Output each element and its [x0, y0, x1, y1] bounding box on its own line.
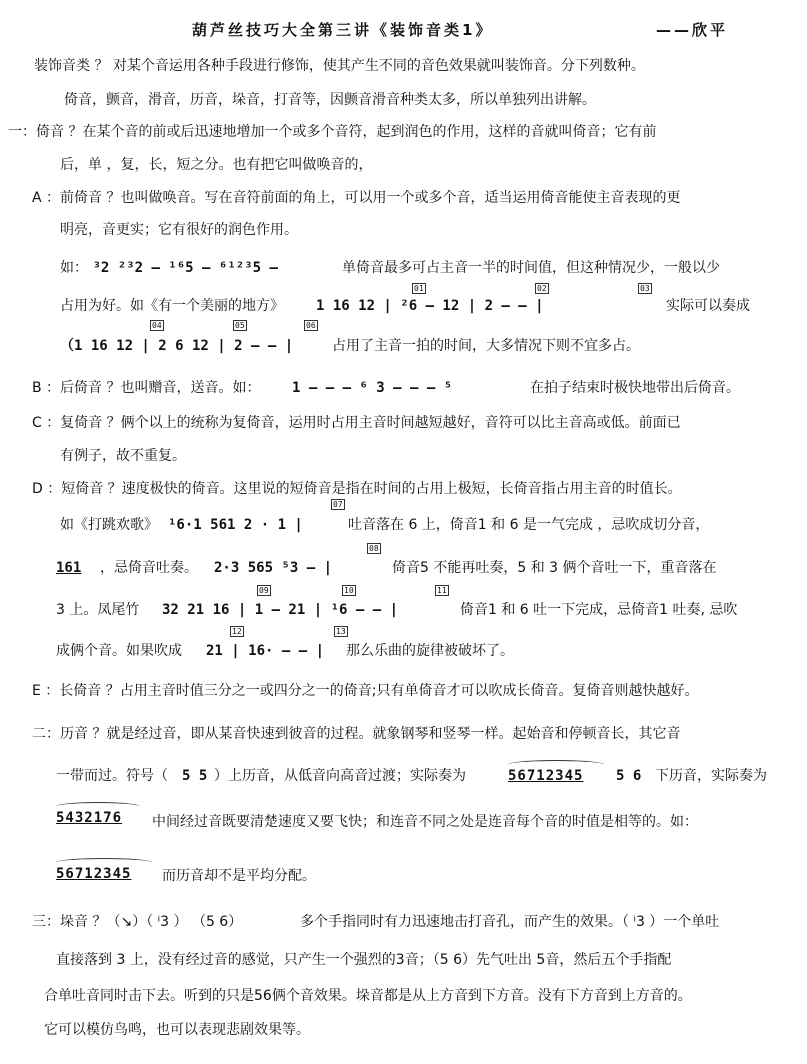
section-2-line-2-text: 一带而过。符号（ — [56, 768, 168, 784]
notation-a-2: 1 16 12 | ²6 – 12 | 2 – – | — [316, 298, 544, 314]
box-10: 10 — [344, 586, 354, 595]
section-a-line-4-text-2: 实际可以奏成 — [666, 298, 750, 314]
notation-triplet-example: 56712345 — [56, 866, 132, 882]
section-d-line-5-text-2: 那么乐曲的旋律被破坏了。 — [346, 643, 514, 659]
section-3-line-2: 直接落到 3 上，没有经过音的感觉，只产生一个强烈的3音；（5 6）先气吐出 5音，然后五个手指配 — [56, 952, 672, 968]
section-3-symbols: ）（ ⁱ3 ） （5 6） — [132, 914, 243, 930]
box-11: 11 — [437, 586, 447, 595]
box-02: 02 — [537, 284, 547, 293]
box-05: 05 — [235, 321, 245, 330]
notation-d-3: 2·3 565 ⁵3 – | — [214, 560, 333, 576]
intro-line-2: 倚音，颤音，滑音，历音，垛音，打音等，因颤音滑音种类太多，所以单独列出讲解。 — [64, 92, 596, 108]
section-d-line-4-text-2: 倚音1 和 6 吐一下完成，忌倚音1 吐奏, 忌吹 — [460, 602, 738, 618]
section-d-line-1: D ：短倚音 ？速度极快的倚音。这里说的短倚音是指在时间的占用上极短，长倚音指占用主音的时值长。 — [32, 481, 682, 497]
section-2-line-4-text: 而历音却不是平均分配。 — [162, 868, 316, 884]
notation-b-1: 1 – – – ⁶ 3 – – – ⁵ — [292, 380, 453, 396]
section-b-line-1-text: B ：后倚音 ？也叫赠音，送音。如： — [32, 380, 261, 396]
example-prefix: 如： — [60, 260, 88, 276]
notation-d-2: 161 — [56, 560, 82, 576]
section-d-line-5-text: 成俩个音。如果吹成 — [56, 643, 182, 659]
section-3-line-1-text-2: 多个手指同时有力迅速地击打音孔，而产生的效果。（ ⁱ3 ）一个单吐 — [300, 914, 720, 930]
section-2-line-2-text-2: ）上历音，从低音向高音过渡；实际奏为 — [214, 768, 466, 784]
glissando-down-symbol: 5 6 — [616, 768, 642, 784]
section-a-line-3-text: 单倚音最多可占主音一半的时间值，但这种情况少，一般以少 — [342, 260, 720, 276]
section-b-line-1-text-2: 在拍子结束时极快地带出后倚音。 — [530, 380, 740, 396]
section-a-line-4-text: 占用为好。如《有一个美丽的地方》 — [60, 298, 284, 314]
box-08: 08 — [369, 544, 379, 553]
box-01: 01 — [414, 284, 424, 293]
notation-a-3: （1 16 12 | 2 6 12 | 2 – – | — [60, 338, 294, 354]
page-title: 葫芦丝技巧大全第三讲《装饰音类1》 — [192, 21, 494, 39]
box-09: 09 — [259, 586, 269, 595]
glissando-up-symbol: 5 5 — [182, 768, 208, 784]
section-d-line-4-text: 3 上。凤尾竹 — [56, 602, 140, 618]
box-13: 13 — [336, 627, 346, 636]
section-1-line-2: 后，单 ，复，长，短之分。也有把它叫做唤音的， — [60, 157, 373, 173]
section-1-line-1: 一：倚音 ？在某个音的前或后迅速地增加一个或多个音符，起到润色的作用，这样的音就叫倚音；它有前 — [8, 124, 657, 140]
notation-glissando-up: 56712345 — [508, 768, 584, 784]
section-a-line-1: A ：前倚音 ？也叫做唤音。写在音符前面的角上，可以用一个或多个音，适当运用倚音能使主音表现的更 — [32, 190, 681, 206]
box-07: 07 — [333, 500, 343, 509]
section-d-line-2-text: 如《打跳欢歌》 — [60, 517, 158, 533]
section-3-line-3: 合单吐音同时击下去。听到的只是56俩个音效果。垛音都是从上方音到下方音。没有下方音到上方音的。 — [44, 988, 692, 1004]
notation-d-4: 32 21 16 | 1 – 21 | ¹6 – – | — [162, 602, 399, 618]
section-d-line-2-text-2: 吐音落在 6 上，倚音1 和 6 是一气完成 ，忌吹成切分音， — [348, 517, 710, 533]
section-a-line-5-text: 占用了主音一拍的时间，大多情况下则不宜多占。 — [332, 338, 640, 354]
section-3-heading: 三：垛音 ？（ — [32, 914, 121, 930]
notation-glissando-down: 5432176 — [56, 810, 123, 826]
section-d-line-3-text: ，忌倚音吐奏。 — [100, 560, 198, 576]
section-c-line-1: C ：复倚音 ？俩个以上的统称为复倚音，运用时占用主音时间越短越好，音符可以比主音高或低。前面已 — [32, 415, 681, 431]
notation-a-1: ³2 ²³2 – ¹⁶5 – ⁶¹²³5 – — [92, 260, 278, 276]
box-03: 03 — [640, 284, 650, 293]
section-2-line-3-text: 中间经过音既要清楚速度又要飞快；和连音不同之处是连音每个音的时值是相等的。如： — [152, 814, 698, 830]
section-c-line-2: 有例子，故不重复。 — [60, 448, 186, 464]
notation-d-5: 21 | 16· – – | — [206, 643, 325, 659]
section-2-line-2-text-3: 下历音，实际奏为 — [655, 768, 767, 784]
notation-d-1: ¹6·1 561 2 · 1 | — [168, 517, 303, 533]
arrow-icon: ↘ — [120, 914, 133, 930]
intro-line-1: 装饰音类 ？ 对某个音运用各种手段进行修饰，使其产生不同的音色效果就叫装饰音。分下列数种。 — [34, 58, 645, 74]
section-2-line-1: 二：历音 ？就是经过音，即从某音快速到彼音的过程。就象钢琴和竖琴一样。起始音和停顿音长，其它音 — [32, 726, 681, 742]
section-a-line-3 — [60, 258, 278, 278]
section-3-line-1-text — [32, 912, 242, 932]
box-12: 12 — [232, 627, 242, 636]
box-04: 04 — [152, 321, 162, 330]
section-e-line-1: E ：长倚音 ？占用主音时值三分之一或四分之一的倚音;只有单倚音才可以吹成长倚音。复倚音则越快越好。 — [32, 683, 699, 699]
section-a-line-2: 明亮，音更实；它有很好的润色作用。 — [60, 222, 298, 238]
author: ——欣平 — [656, 21, 729, 39]
section-d-line-3-text-2: 倚音5 不能再吐奏，5 和 3 俩个音吐一下，重音落在 — [392, 560, 717, 576]
box-06: 06 — [306, 321, 316, 330]
section-3-line-4: 它可以模仿鸟鸣，也可以表现悲剧效果等。 — [44, 1022, 310, 1038]
